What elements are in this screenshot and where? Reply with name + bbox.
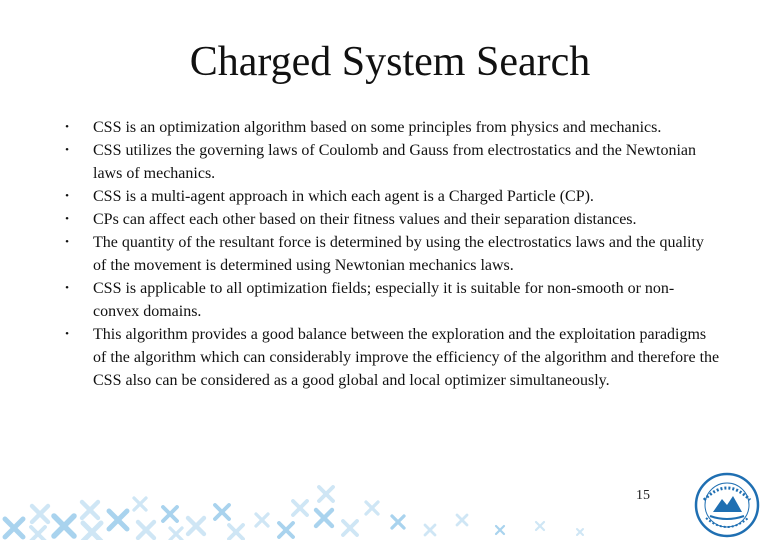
pattern-cross-mark xyxy=(457,515,467,525)
pattern-cross-mark xyxy=(215,505,229,519)
pattern-cross-mark xyxy=(256,514,268,526)
pattern-cross-mark xyxy=(5,519,23,537)
bullet-dot-icon: • xyxy=(65,213,69,225)
bullet-dot-icon: • xyxy=(65,328,69,340)
bullet-item xyxy=(60,208,720,231)
pattern-cross-mark xyxy=(31,527,45,540)
bullet-item xyxy=(60,185,720,208)
pattern-cross-mark xyxy=(366,502,378,514)
pattern-cross-mark xyxy=(496,526,504,534)
bullet-item xyxy=(60,116,720,139)
bullet-item xyxy=(60,139,720,185)
slide-title: Charged System Search xyxy=(189,39,591,85)
bullet-text: CSS utilizes the governing laws of Coulomb and Gauss from electrostatics and the Newtonian laws of mechanics. xyxy=(93,142,696,182)
pattern-cross-mark xyxy=(536,522,544,530)
decorative-x-pattern-icon xyxy=(0,470,690,540)
pattern-cross-mark xyxy=(32,506,48,522)
bullet-dot-icon: • xyxy=(65,144,69,156)
university-seal-icon xyxy=(694,472,760,538)
bullet-text: The quantity of the resultant force is determined by using the electrostatics laws and the quality of the movement is determined using Newtonian mechanics laws. xyxy=(93,234,704,274)
pattern-cross-mark xyxy=(425,525,435,535)
pattern-cross-mark xyxy=(577,529,583,535)
pattern-cross-mark xyxy=(229,525,243,539)
bullet-text: CSS is a multi-agent approach in which each agent is a Charged Particle (CP). xyxy=(93,188,594,205)
bullet-item xyxy=(60,323,720,392)
bullet-list xyxy=(60,116,720,392)
pattern-cross-mark xyxy=(54,516,74,536)
bullet-text: CPs can affect each other based on their fitness values and their separation distances. xyxy=(93,211,637,228)
bullet-dot-icon: • xyxy=(65,282,69,294)
page-number: 15 xyxy=(636,488,650,503)
bullet-dot-icon: • xyxy=(65,236,69,248)
bullet-text: This algorithm provides a good balance between the exploration and the exploitation paradigms of the algorithm which can considerably improve the efficiency of the algorithm and therefore the CSS also can be considered as a good global and local optimizer simultaneously. xyxy=(93,326,720,389)
bullet-item xyxy=(60,231,720,277)
pattern-cross-mark xyxy=(83,523,101,540)
bullet-item xyxy=(60,277,720,323)
pattern-cross-mark xyxy=(109,511,127,529)
pattern-cross-mark xyxy=(138,522,154,538)
bullet-text: CSS is an optimization algorithm based on some principles from physics and mechanics. xyxy=(93,119,662,136)
pattern-cross-mark xyxy=(316,510,332,526)
pattern-cross-mark xyxy=(343,521,357,535)
pattern-cross-mark xyxy=(319,487,333,501)
bullet-dot-icon: • xyxy=(65,121,69,133)
pattern-cross-mark xyxy=(279,523,293,537)
pattern-cross-mark xyxy=(170,528,182,540)
pattern-cross-mark xyxy=(134,498,146,510)
pattern-cross-mark xyxy=(188,518,204,534)
pattern-cross-mark xyxy=(82,502,98,518)
pattern-cross-mark xyxy=(293,501,307,515)
bullet-text: CSS is applicable to all optimization fields; especially it is suitable for non-smooth or non-convex domains. xyxy=(93,280,675,320)
pattern-cross-mark xyxy=(163,507,177,521)
pattern-cross-mark xyxy=(392,516,404,528)
bullet-dot-icon: • xyxy=(65,190,69,202)
